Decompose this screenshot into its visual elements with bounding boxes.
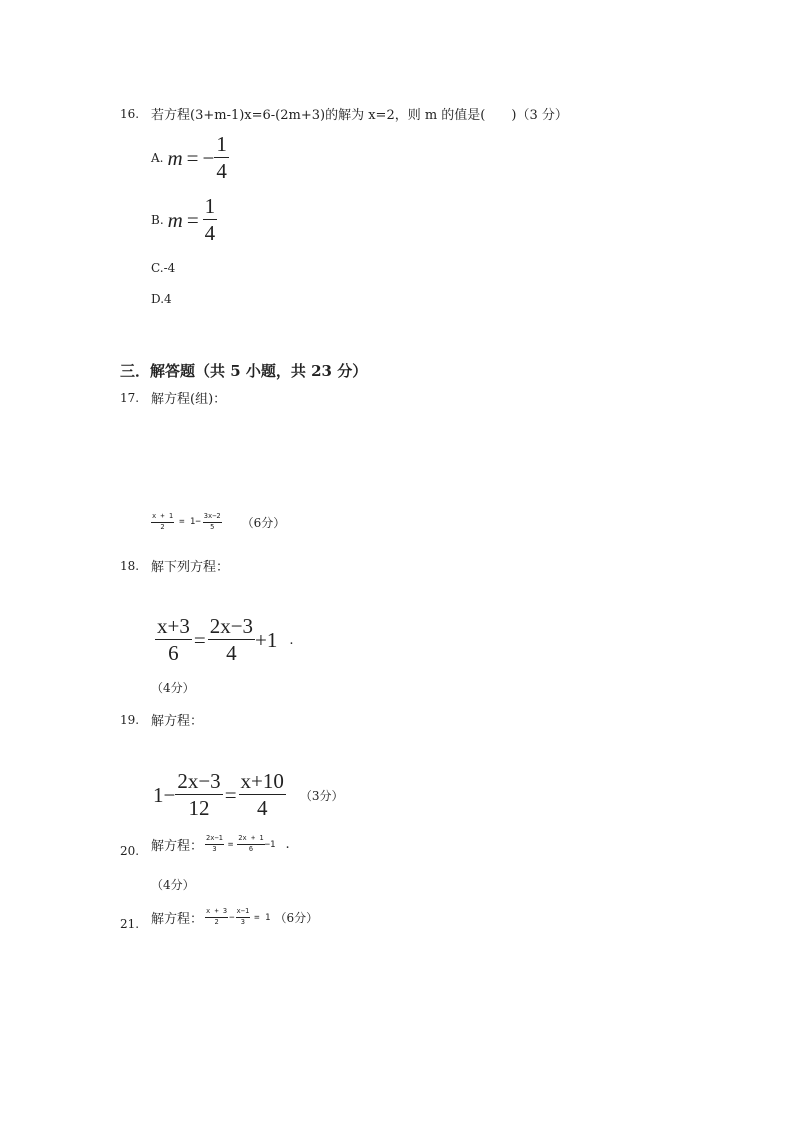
option-b-label: B.: [151, 213, 164, 227]
q18-fraction-2: [208, 616, 255, 664]
question-18-equation: [155, 616, 294, 664]
question-18-text: 解下列方程：: [151, 560, 230, 575]
option-b-denominator: 4: [204, 221, 216, 245]
question-20-number: 20.: [120, 844, 140, 858]
question-20-text: 解方程：: [151, 839, 204, 854]
option-b-equals: =: [186, 207, 199, 232]
q18-score: （4分）: [151, 681, 195, 695]
option-a-denominator: 4: [216, 159, 227, 183]
question-19-equation: [153, 771, 344, 819]
q20-fraction-2: [237, 835, 264, 853]
q21-operator: −: [229, 912, 235, 923]
q17-score: （6分）: [241, 515, 286, 530]
q20-period: .: [285, 837, 290, 852]
q20-numerator-2: 2x + 1: [237, 835, 264, 845]
question-21-number: 21.: [120, 917, 140, 931]
question-17-text: 解方程(组)：: [151, 392, 227, 407]
question-20-line: [151, 835, 290, 854]
q18-denominator-2: 4: [226, 641, 237, 665]
q19-numerator-1: 2x−3: [177, 769, 221, 793]
q18-fraction-1: [155, 616, 192, 664]
option-d[interactable]: D.4: [151, 292, 172, 306]
option-b-variable: m: [167, 207, 183, 232]
q19-lead: 1−: [153, 782, 176, 807]
option-b-fraction: [203, 196, 218, 244]
question-19-number: 19.: [120, 713, 140, 727]
q21-denominator-2: 3: [240, 918, 245, 926]
q19-fraction-1: [175, 771, 222, 819]
q21-tail: = 1: [254, 912, 271, 923]
question-21-line: [151, 908, 318, 927]
q21-denominator-1: 2: [214, 918, 219, 926]
q20-fraction-1: [205, 835, 224, 853]
q18-tail: +1: [255, 627, 278, 652]
question-17-number: 17.: [120, 391, 140, 405]
question-16-text: 若方程(3+m-1)x=6-(2m+3)的解为 x=2，则 m 的值是( )（3 分）: [151, 108, 568, 123]
q21-score: （6分）: [274, 911, 319, 925]
q17-numerator-1: x + 1: [151, 513, 174, 523]
q20-denominator-2: 6: [248, 845, 254, 853]
section-heading: 三．解答题（共 5 小题，共 23 分）: [120, 362, 368, 380]
q20-denominator-1: 3: [212, 845, 217, 853]
option-b[interactable]: [151, 196, 217, 244]
option-b-numerator: 1: [204, 194, 216, 218]
option-a-fraction: [214, 134, 229, 182]
q19-score: （3分）: [299, 788, 344, 803]
option-a-equals: =: [186, 145, 199, 170]
q20-tail: −1: [264, 839, 276, 850]
q18-period: .: [289, 632, 294, 648]
option-c[interactable]: C.-4: [151, 261, 176, 275]
question-21-text: 解方程：: [151, 912, 204, 927]
option-a-variable: m: [167, 145, 183, 170]
q21-fraction-2: [236, 908, 251, 926]
q17-fraction-2: [203, 513, 222, 531]
option-a-numerator: 1: [216, 132, 227, 156]
q18-denominator-1: 6: [168, 641, 179, 665]
question-17-equation: [151, 513, 285, 531]
q17-middle: = 1−: [179, 517, 201, 528]
q17-denominator-2: 5: [210, 522, 215, 531]
q18-numerator-2: 2x−3: [209, 614, 254, 638]
q20-score: （4分）: [151, 878, 195, 892]
question-18-number: 18.: [120, 559, 140, 573]
q19-denominator-1: 12: [188, 796, 210, 820]
option-a-minus: −: [202, 145, 215, 170]
q19-numerator-2: x+10: [240, 769, 284, 793]
option-a-label: A.: [151, 151, 164, 165]
q17-fraction-1: [151, 513, 174, 531]
q20-equals: =: [227, 839, 234, 850]
q18-equals: =: [193, 627, 206, 652]
q21-numerator-1: x + 3: [205, 908, 228, 918]
q20-numerator-1: 2x−1: [205, 835, 224, 845]
q19-fraction-2: [239, 771, 286, 819]
question-19-text: 解方程：: [151, 714, 204, 729]
q21-fraction-1: [205, 908, 228, 926]
q17-numerator-2: 3x−2: [203, 513, 222, 523]
q21-numerator-2: x−1: [236, 908, 251, 918]
option-a[interactable]: [151, 134, 229, 182]
q18-numerator-1: x+3: [157, 614, 190, 638]
q19-equals: =: [224, 782, 237, 807]
q17-denominator-1: 2: [160, 522, 165, 531]
question-16-number: 16.: [120, 107, 140, 121]
q19-denominator-2: 4: [256, 796, 268, 820]
